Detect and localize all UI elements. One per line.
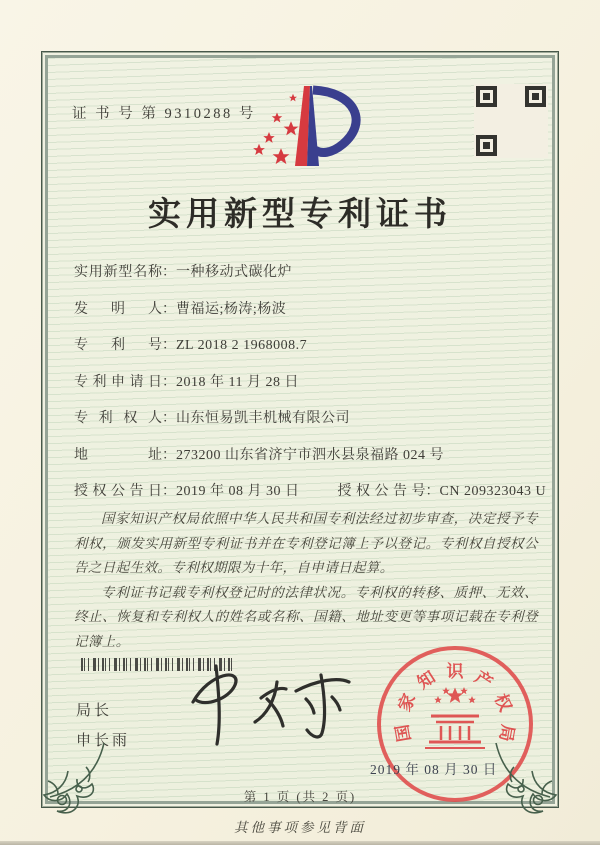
field-row-patentee xyxy=(74,407,536,444)
seal-char: 局 xyxy=(495,723,518,744)
field-row-address xyxy=(74,444,536,481)
seal-char: 产 xyxy=(471,667,496,693)
floral-corner-ornament-icon xyxy=(34,737,112,815)
field-label: 专利申请日 xyxy=(74,374,162,390)
field-value: 2018 年 11 月 28 日 xyxy=(176,374,299,390)
field-value: 一种移动式碳化炉 xyxy=(176,265,292,280)
legal-paragraph-2: 专利证书记载专利权登记时的法律状况。专利权的转移、质押、无效、终止、恢复和专利权人的姓名或名称、国籍、地址变更等事项记载在专利登记簿上。 xyxy=(74,584,538,649)
field-label: 地址 xyxy=(74,447,162,463)
seal-char: 权 xyxy=(490,691,516,715)
field-colon: ： xyxy=(162,447,176,463)
field-colon: ： xyxy=(162,265,176,280)
legal-paragraph-1: 国家知识产权局依照中华人民共和国专利法经过初步审查，决定授予专利权，颁发实用新型专利证书并在专利登记簿上予以登记。专利权自授权公告之日起生效。专利权期限为十年，自申请日起算。 xyxy=(74,511,538,576)
signer-name: 申长雨 xyxy=(76,733,131,749)
field-colon: ： xyxy=(162,411,176,426)
field-label: 专利号 xyxy=(74,338,162,353)
field-colon: ： xyxy=(162,301,176,317)
qr-finder-pattern xyxy=(476,86,497,107)
field-row-name xyxy=(74,261,536,298)
seal-date: 2019 年 08 月 30 日 xyxy=(370,762,498,777)
qr-code-icon xyxy=(474,84,548,158)
field-colon: ： xyxy=(162,338,176,353)
cnipa-logo-icon xyxy=(247,74,377,182)
field-row-filing-date xyxy=(74,371,536,408)
field-row-patent-number xyxy=(74,334,536,371)
seal-char: 家 xyxy=(394,691,420,715)
legal-text xyxy=(74,507,538,654)
qr-finder-pattern xyxy=(476,135,497,156)
field-value: 曹福运;杨涛;杨波 xyxy=(176,301,287,317)
field-value: 山东恒易凯丰机械有限公司 xyxy=(176,411,350,426)
floral-corner-ornament-icon xyxy=(488,737,566,815)
back-note: 其他事项参见背面 xyxy=(234,820,366,835)
field-label: 专利权人 xyxy=(74,411,162,426)
field-row-inventors xyxy=(74,298,536,335)
certificate-title: 实用新型专利证书 xyxy=(148,197,452,233)
certificate-frame xyxy=(42,52,558,807)
field-label: 授权公告日 xyxy=(74,484,162,499)
field-colon: ： xyxy=(425,484,440,499)
qr-finder-pattern xyxy=(525,86,546,107)
field-colon: ： xyxy=(162,374,176,390)
field-value: CN 209323043 U xyxy=(439,484,547,499)
certificate-number: 证 书 号 第 9310288 号 xyxy=(72,106,256,122)
page-indicator: 第 1 页 (共 2 页) xyxy=(243,790,357,804)
field-value: 273200 山东省济宁市泗水县泉福路 024 号 xyxy=(176,447,444,463)
signer-title: 局长 xyxy=(76,703,113,719)
field-value: ZL 2018 2 1968008.7 xyxy=(176,338,308,353)
field-label: 实用新型名称 xyxy=(74,265,162,280)
certificate-inner-panel xyxy=(45,55,555,804)
field-label: 发明人 xyxy=(74,301,162,317)
field-colon: ： xyxy=(162,484,176,499)
seal-char: 知 xyxy=(414,667,439,693)
field-list xyxy=(74,261,547,517)
national-emblem-icon xyxy=(415,680,495,760)
field-label: 授权公告号 xyxy=(337,484,426,499)
signature-icon xyxy=(168,656,368,756)
field-value: 2019 年 08 月 30 日 xyxy=(176,484,300,499)
seal-char: 识 xyxy=(446,662,464,681)
seal-char: 国 xyxy=(392,723,415,744)
